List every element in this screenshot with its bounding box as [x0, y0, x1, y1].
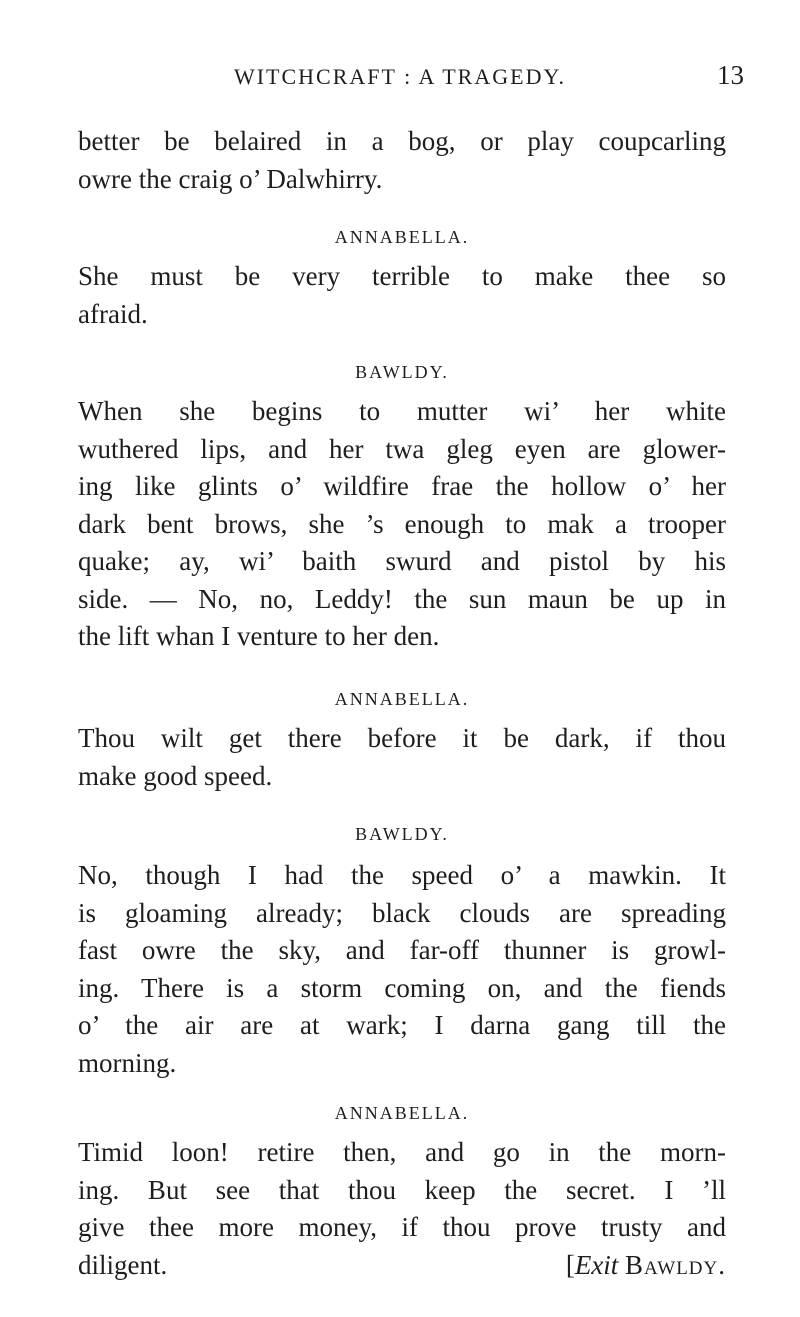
text-line: Timid loon! retire then, and go in the morn-	[78, 1137, 726, 1167]
speaker-name: ANNABELLA.	[334, 227, 470, 247]
text-line-with-stage-direction	[78, 1247, 726, 1285]
speech-paragraph	[78, 123, 726, 198]
text-line: make good speed.	[78, 760, 273, 791]
stage-direction	[566, 1247, 726, 1285]
text-line: When she begins to mutter wi’ her white	[78, 396, 726, 426]
text-line: ing. There is a storm coming on, and the fiends	[78, 972, 726, 1003]
text-line: ing. But see that thou keep the secret. I ’ll	[78, 1174, 726, 1205]
text-line: side. — No, no, Leddy! the sun maun be up in	[78, 583, 726, 614]
page-number: 13	[717, 60, 744, 90]
page-header	[0, 62, 800, 102]
speaker-heading	[78, 820, 726, 848]
speaker-heading	[78, 1099, 726, 1127]
speech	[78, 857, 726, 1082]
text-line: better be belaired in a bog, or play coupcarling	[78, 126, 726, 156]
speech-paragraph	[78, 393, 726, 656]
speech-paragraph	[78, 258, 726, 333]
text-line: o’ the air are at wark; I darna gang till the	[78, 1010, 726, 1040]
speaker-name: BAWLDY.	[355, 362, 449, 382]
stage-direction-exit: Exit	[574, 1249, 619, 1280]
text-line: fast owre the sky, and far-off thunner is growl-	[78, 935, 726, 965]
text-line: owre the craig o’ Dalwhirry.	[78, 163, 383, 194]
text-line: is gloaming already; black clouds are spreading	[78, 897, 726, 928]
text-line: diligent.	[78, 1249, 168, 1280]
text-line: She must be very terrible to make thee so	[78, 261, 726, 291]
text-line: ing like glints o’ wildfire frae the hollow o’ her	[78, 471, 726, 501]
speaker-heading	[78, 358, 726, 386]
speech	[78, 720, 726, 795]
speech-paragraph	[78, 1134, 726, 1284]
speaker-heading	[78, 685, 726, 713]
text-line: wuthered lips, and her twa gleg eyen are glower-	[78, 433, 726, 464]
text-line: dark bent brows, she ’s enough to mak a trooper	[78, 508, 726, 539]
speech-continuation	[78, 123, 726, 198]
text-line: give thee more money, if thou prove trusty and	[78, 1212, 726, 1242]
text-line: the lift whan I venture to her den.	[78, 621, 440, 651]
running-title: WITCHCRAFT : A TRAGEDY.	[233, 64, 567, 89]
text-line: morning.	[78, 1047, 177, 1078]
speech	[78, 258, 726, 333]
speaker-name: ANNABELLA.	[334, 1103, 470, 1123]
stage-direction-character: Bawldy.	[625, 1249, 726, 1280]
speech-paragraph	[78, 857, 726, 1082]
speech	[78, 1134, 726, 1284]
speaker-name: ANNABELLA.	[334, 689, 470, 709]
speaker-name: BAWLDY.	[355, 824, 449, 844]
text-line: quake; ay, wi’ baith swurd and pistol by his	[78, 546, 726, 576]
stage-direction-bracket: [	[565, 1249, 575, 1280]
text-line: afraid.	[78, 298, 148, 329]
speech-paragraph	[78, 720, 726, 795]
text-line: Thou wilt get there before it be dark, if thou	[78, 723, 726, 753]
speech	[78, 393, 726, 656]
speaker-heading	[78, 223, 726, 251]
text-line: No, though I had the speed o’ a mawkin. It	[78, 860, 726, 890]
